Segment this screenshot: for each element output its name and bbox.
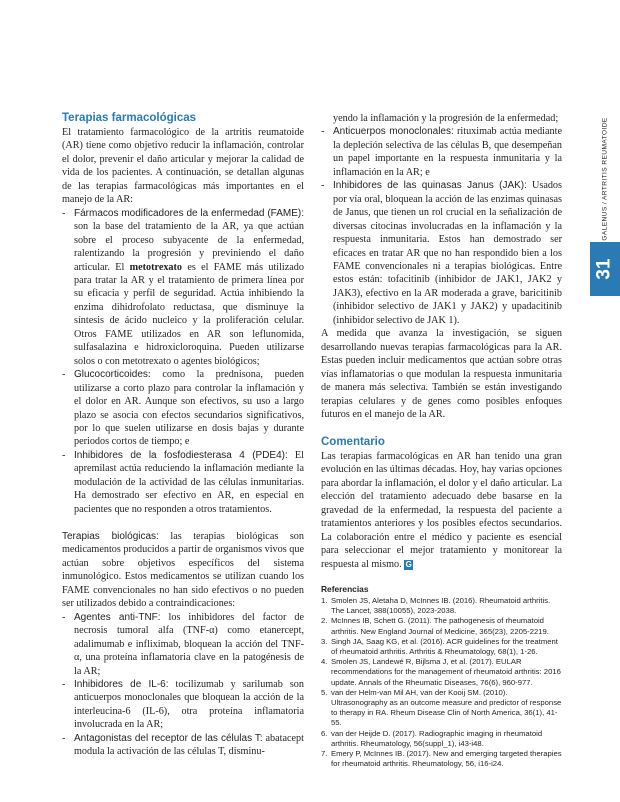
reference-text: Emery P, McInnes IB. (2017). New and emerging targeted therapies for rheumatoid arthritis. Rheumatology, 56, i16-i24. [331, 749, 562, 769]
section-label-text: GALENUS / ARTRITIS REUMATOIDE [601, 117, 609, 241]
list-item-anticuerpos: - Anticuerpos monoclonales: rituximab actúa mediante la depleción selectiva de las células B, que desempeñan un papel importante en la respuesta inmunitaria y la inflamación en la AR; e [321, 126, 562, 178]
bio-paragraph [62, 530, 304, 611]
antagonistas-text: abatacept modula la activación de las células T, disminu- [74, 732, 304, 758]
reference-item: 3. Singh JA, Saag KG, et al. (2016). ACR guidelines for the treatment of rheumatoid arthritis. Arthritis & Rheumatology, 68(1), 1-26. [321, 636, 558, 657]
right-column [321, 112, 562, 421]
anticuerpos-text: rituximab actúa mediante la depleción selectiva de las células B, que desempeñan un papel importante en la respuesta inmunitaria y la inflamación en la AR; e [333, 126, 562, 178]
term-jak: Inhibidores de las quinasas Janus (JAK): [333, 180, 527, 192]
reference-text: van der Heijde D. (2017). Radiographic imaging in rheumatoid arthritis. Rheumatology, 56(suppl_1), i43-i48. [331, 728, 543, 748]
heading-comentario: Comentario [321, 436, 385, 448]
left-column-bio [62, 530, 304, 759]
pde4-text: El apremilast actúa reduciendo la inflamación mediante la modulación de la actividad de las células inmunitarias. Ha demostrado ser efectivo en AR, en especial en pacientes que no responden a otros tratamientos. [74, 449, 304, 515]
fame-text-1: son la base del tratamiento de la AR, ya que actúan sobre el proceso subyacente de la enfermedad, ralentizando la progresión y previniendo el daño articular. El [74, 221, 304, 273]
term-il6: Inhibidores de IL-6: [74, 678, 169, 690]
reference-item: 6. van der Heijde D. (2017). Radiographic imaging in rheumatoid arthritis. Rheumatology, 56(suppl_1), i43-i48. [321, 728, 543, 748]
term-terapias-biologicas: Terapias biológicas: [62, 531, 159, 542]
comment-paragraph [321, 450, 562, 571]
term-fame: Fármacos modificadores de la enfermedad (FAME): [74, 207, 304, 219]
list-item-antagonistas: - Antagonistas del receptor de las células T: abatacept modula la activación de las células T, disminu- [62, 732, 304, 758]
glucocorticoides-text: : como la prednisona, pueden utilizarse a corto plazo para controlar la inflamación y el dolor en AR. Aunque son efectivos, su uso a largo plazo se asocia con efectos secundarios significativos, por lo que suelen utilizarse en dosis bajas y durante periodos cortos de tiempo; e [74, 369, 304, 448]
bio-intro-text: las terapias biológicas son medicamentos producidos a partir de organismos vivos que actúan sobre objetivos específicos del sistema inmunológico. Estos medicamentos se utilizan cuando los FAME convencionales no han sido efectivos o no pueden ser utilizados debido a contraindicaciones: [62, 531, 304, 610]
anti-tnf-text: los inhibidores del factor de necrosis tumoral alfa (TNF-α) como etanercept, adalimumab e infliximab, bloquean la acción del TNF-α, una proteína inflamatoria clave en la patogénesis de la AR; [74, 611, 304, 677]
list-item-glucocorticoides: - Glucocorticoides: como la prednisona, pueden utilizarse a corto plazo para controlar la inflamación y el dolor en AR. Aunque son efectivos, su uso a largo plazo se asocia con efectos secundarios significativos, por lo que suelen utilizarse en dosis bajas y durante periodos cortos de tiempo; e [62, 369, 304, 448]
page-number-tab [590, 242, 620, 296]
left-column [62, 126, 304, 516]
reference-text: van der Helm-van Mil AH, van der Kooij SM. (2010). Ultrasonography as an outcome measure and predictor of response to therapy in RA. Rheum Disease Clin of North America, 36(1), 41-55. [331, 687, 562, 728]
list-item-pde4: - Inhibidores de la fosfodiesterasa 4 (PDE4): El apremilast actúa reduciendo la inflamación mediante la modulación de la actividad de las células inmunitarias. Ha demostrado ser efectivo en AR, en especial en pacientes que no responden a otros tratamientos. [62, 449, 304, 515]
heading-terapias-farmacologicas: Terapias farmacológicas [62, 112, 197, 124]
list-item-il6: - Inhibidores de IL-6: tocilizumab y sarilumab son anticuerpos monoclonales que bloquean la acción de la interleucina-6 (IL-6), otra proteína inflamatoria involucrada en la AR; [62, 678, 304, 731]
intro-paragraph: El tratamiento farmacológico de la artritis reumatoide (AR) tiene como objetivo reducir la inflamación, controlar el dolor, prevenir el daño articular y mejorar la calidad de vida de los pacientes. A continuación, se detallan algunas de las terapias farmacológicas más importantes en el manejo de la AR: [62, 127, 304, 206]
reference-item: 7. Emery P, McInnes IB. (2017). New and emerging targeted therapies for rheumatoid arthritis. Rheumatology, 56, i16-i24. [321, 749, 562, 769]
list-item-anti-tnf: - Agentes anti-TNF: los inhibidores del factor de necrosis tumoral alfa (TNF-α) como etanercept, adalimumab e infliximab, bloquean la acción del TNF-α, una proteína inflamatoria clave en la patogénesis de la AR; [62, 611, 304, 677]
comment-text: Las terapias farmacológicas en AR han tenido una gran evolución en las últimas décadas. Hoy, hay varias opciones para abordar la inflamación, el dolor y el daño articular. La elección del tratamiento adecuado debe basarse en la gravedad de la enfermedad, la respuesta del paciente a tratamientos anteriores y los posibles efectos secundarios. La colaboración entre el médico y paciente es esencial para seleccionar el mejor tratamiento y monitorear la respuesta al mismo. [321, 451, 562, 570]
section-label [591, 117, 619, 241]
reference-text: Smolen JS, Landewé R, Bijlsma J, et al. (2017). EULAR recommendations for the management of rheumatoid arthritis: 2016 update. Annals of the Rheumatic Diseases, 76(6), 960-977. [331, 657, 561, 687]
fame-text-2: es el FAME más utilizado para tratar la AR y el tratamiento de primera línea por su eficacia y perfil de seguridad. Actúa inhibiendo la enzima dihidrofolato reductasa, que disminuye la síntesis de ácido nucleico y la proliferación celular. Otros FAME utilizados en AR son leflunomida, sulfasalazina e hidroxicloroquina. Pueden utilizarse solos o con metotrexato o agentes biológicos; [74, 261, 304, 367]
term-anti-tnf: Agentes anti-TNF: [74, 611, 161, 623]
research-paragraph: A medida que avanza la investigación, se siguen desarrollando nuevas terapias farmacológicas para la AR. Estas pueden incluir medicamentos que actúan sobre otras vías inflamatorias o que modulan la respuesta inmunitaria de manera más selectiva. También se están investigando terapias celulares y de genes como posibles enfoques futuros en el manejo de la AR. [321, 328, 562, 420]
galenus-end-mark-icon: G [405, 559, 412, 569]
term-glucocorticoides: Glucocorticoides [74, 369, 148, 381]
references-title: Referencias [321, 584, 369, 594]
reference-item: 2. McInnes IB, Schett G. (2011). The pathogenesis of rheumatoid arthritis. New England Journal of Medicine, 365(23), 2205-2219. [321, 616, 549, 636]
term-antagonistas: Antagonistas del receptor de las células T: [74, 732, 263, 744]
reference-item: 1. Smolen JS, Aletaha D, McInnes IB. (2016). Rheumatoid arthritis. The Lancet, 388(10055), 2023-2038. [321, 596, 551, 616]
list-item-fame: - Fármacos modificadores de la enfermedad (FAME): son la base del tratamiento de la AR, ya que actúan sobre el proceso subyacente de la enfermedad, ralentizando la progresión y previniendo el daño articular. El metotrexato es el FAME más utilizado para tratar la AR y el tratamiento de primera línea por su eficacia y perfil de seguridad. Actúa inhibiendo la enzima dihidrofolato reductasa, que disminuye la síntesis de ácido nucleico y la proliferación celular. Otros FAME utilizados en AR son leflunomida, sulfasalazina e hidroxicloroquina. Pueden utilizarse solos o con metotrexato o agentes biológicos; [62, 207, 304, 367]
comment-block [321, 450, 562, 571]
references [321, 584, 562, 769]
page-number: 31 [593, 258, 615, 280]
list-item-jak: - Inhibidores de las quinasas Janus (JAK): Usados por vía oral, bloquean la acción de las enzimas quinasas de Janus, que tienen un rol crucial en la señalización de diversas citocinas involucradas en la inflamación y la respuesta inmunitaria. Estos han demostrado ser eficaces en tratar AR que no han respondido bien a los FAME convencionales ni a terapias biológicas. Entre estos están: tofacitinib (inhibidor de JAK1, JAK2 y JAK3), efectivo en la AR moderada a grave, baricitinib (inhibidor selectivo de JAK1 y JAK2) y upadacitinib (inhibidor selectivo de JAK 1). [321, 180, 562, 326]
reference-text: McInnes IB, Schett G. (2011). The pathogenesis of rheumatoid arthritis. New England Journal of Medicine, 365(23), 2205-2219. [331, 616, 549, 636]
continuation-text: yendo la inflamación y la progresión de la enfermedad; [333, 113, 559, 124]
metotrexato-bold: metotrexato [129, 261, 183, 273]
reference-text: Singh JA, Saag KG, et al. (2016). ACR guidelines for the treatment of rheumatoid arthritis. Arthritis & Rheumatology, 68(1), 1-26. [331, 636, 558, 657]
il6-text: tocilizumab y sarilumab son anticuerpos monoclonales que bloquean la acción de la interleucina-6 (IL-6), otra proteína inflamatoria involucrada en la AR; [74, 678, 304, 731]
term-pde4: Inhibidores de la fosfodiesterasa 4 (PDE4): [74, 449, 288, 461]
term-anticuerpos: Anticuerpos monoclonales: [333, 126, 454, 138]
reference-text: Smolen JS, Aletaha D, McInnes IB. (2016). Rheumatoid arthritis. The Lancet, 388(10055), 2023-2038. [331, 596, 551, 616]
reference-item: 4. Smolen JS, Landewé R, Bijlsma J, et al. (2017). EULAR recommendations for the management of rheumatoid arthritis: 2016 update. Annals of the Rheumatic Diseases, 76(6), 960-977. [321, 657, 561, 687]
jak-text: Usados por vía oral, bloquean la acción de las enzimas quinasas de Janus, que tienen un rol crucial en la señalización de diversas citocinas involucradas en la inflamación y la respuesta inmunitaria. Estos han demostrado ser eficaces en tratar AR que no han respondido bien a los FAME convencionales ni a terapias biológicas. Entre estos están: tofacitinib (inhibidor de JAK1, JAK2 y JAK3), efectivo en la AR moderada a grave, baricitinib (inhibidor selectivo de JAK1 y JAK2) y upadacitinib (inhibidor selectivo de JAK 1). [333, 180, 562, 326]
reference-item: 5. van der Helm-van Mil AH, van der Kooij SM. (2010). Ultrasonography as an outcome measure and predictor of response to therapy in RA. Rheum Disease Clin of North America, 36(1), 41-55. [321, 687, 562, 728]
